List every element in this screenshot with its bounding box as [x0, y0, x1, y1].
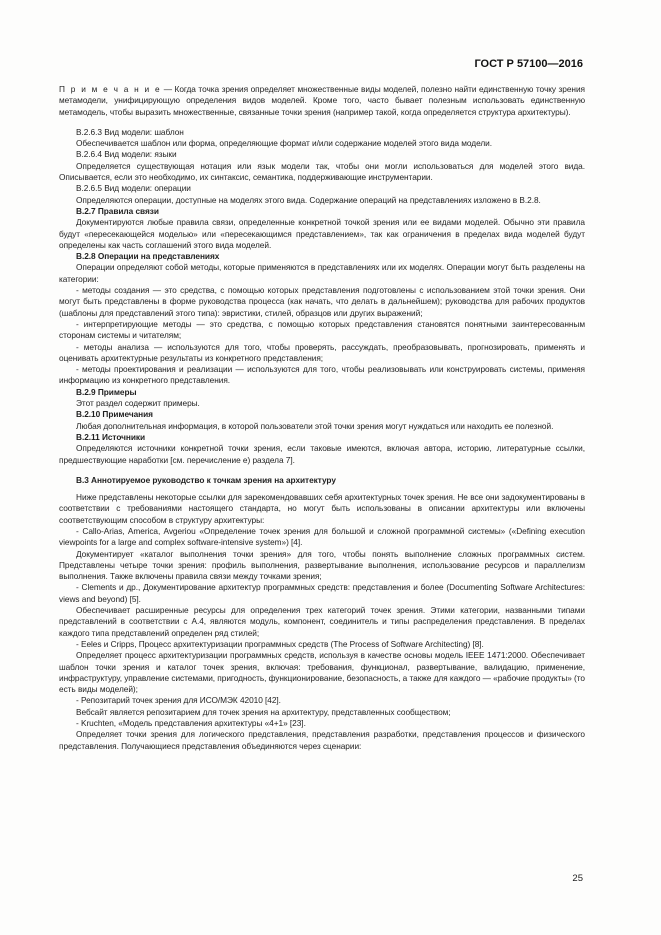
document-code-header: ГОСТ Р 57100—2016 [474, 58, 583, 70]
list-item: - Clements и др., Документирование архитектур программных средств: представления и более (Documenting Software Architectures: views and beyond) [5]. [59, 582, 585, 604]
paragraph: Операции определяют собой методы, которые применяются в представлениях или их моделях. Операции могут быть разделены на категории: [59, 262, 585, 284]
section-b27-heading: В.2.7 Правила связи [76, 205, 159, 216]
note-label: П р и м е ч а н и е [59, 84, 162, 94]
paragraph: Определяет процесс архитектуризации программных средств, используя в качестве основы модель IEEE 1471:2000. Обеспечивает шаблон точки зрения и каталог точек зрения, включая: требования, функционал, развертывание, валидацию, применение, инфраструктуру, управление системами, пригодность, функционирование, безопасность, а также для каждого — «рабочие продукты» (то есть виды моделей); [59, 650, 585, 695]
paragraph: Обеспечивается шаблон или форма, определяющие формат и/или содержание моделей этого вида модели. [76, 138, 492, 149]
section-b29-heading: В.2.9 Примеры [76, 386, 137, 397]
page-body [59, 84, 585, 752]
paragraph: Определяет точки зрения для логического представления, представления разработки, представления процессов и физического представления. Получающиеся представления объединяются через сценарии: [59, 729, 585, 751]
paragraph: Документирует «каталог выполнения точки зрения» для того, чтобы понять выполнение сложных программных систем. Представлены четыре точки зрения: профиль выполнения, развертывание выполнения, использование ресурсов и параллелизм выполнения. Также включены правила связи между точками зрения; [59, 548, 585, 582]
section-b28-heading: В.2.8 Операции на представлениях [76, 251, 220, 262]
paragraph: Определяются операции, доступные на моделях этого вида. Содержание операций на представлениях изложено в В.2.8. [76, 194, 541, 205]
note-paragraph [59, 84, 585, 118]
paragraph: Вебсайт является репозитарием для точек зрения на архитектуру, представленных сообществом; [76, 706, 451, 717]
note-text: — Когда точка зрения определяет множественные виды моделей, полезно найти единственную точку зрения метамодели, унифицирующую определения видов моделей. Кроме того, часто бывает полезным использовать единственную метамодель, чтобы выразить множественные, связанные точки зрения (например такой, когда определяется структура архитектуры). [59, 84, 585, 117]
list-item: - Kruchten, «Модель представления архитектуры «4+1» [23]. [76, 718, 306, 729]
clause-b264-heading: В.2.6.4 Вид модели: языки [76, 149, 177, 160]
section-b210-heading: В.2.10 Примечания [76, 409, 153, 420]
clause-b263-heading: В.2.6.3 Вид модели: шаблон [76, 126, 184, 137]
paragraph: Документируются любые правила связи, определенные конкретной точкой зрения или ее видами моделей. Обычно эти правила будут «пересекающейся моделью» или «пересекающимся представлением», так как ограничения в пределах вида моделей будут определены как часть соглашений этого вида моделей. [59, 217, 585, 250]
list-item: - Eeles и Cripps, Процесс архитектуризации программных средств (The Process of Software Architecting) [8]. [76, 638, 484, 649]
list-item: - методы создания — это средства, с помощью которых представления подготовлены с использованием этой точки зрения. Они могут быть представлены в форме руководства процесса (как начать, что делать в дальнейшем); руководства для рабочих продуктов (шаблоны для представлений этого типа): эвристики, стилей, образцов или других выражений; [59, 285, 585, 318]
list-item: - методы проектирования и реализации — используются для того, чтобы реализовывать или конструировать системы, применяя информацию из конкретного представления. [59, 364, 585, 386]
paragraph: Ниже представлены некоторые ссылки для зарекомендовавших себя архитектурных точек зрения. Не все они задокументированы в соответствии с требованиями настоящего стандарта, но могут быть использованы в описании архитектуры или включены соответствующим способом в структуру архитектуры: [59, 492, 585, 525]
list-item: - интерпретирующие методы — это средства, с помощью которых представления становятся понятными заинтересованным сторонам системы и читателям; [59, 318, 585, 341]
clause-b265-heading: В.2.6.5 Вид модели: операции [76, 183, 191, 194]
paragraph: Этот раздел содержит примеры. [76, 398, 200, 409]
page-number: 25 [572, 873, 583, 884]
paragraph: Обеспечивает расширенные ресурсы для определения трех категорий точек зрения. Этими категории, названными типами представлений в соответствии с А.4, являются модуль, компонент, соединитель и типы распределения представления. В пределах каждого типа представлений определен ряд стилей; [59, 605, 585, 638]
paragraph: Определяются источники конкретной точки зрения, если таковые имеются, включая автора, историю, литературные ссылки, предшествующие наработки [см. перечисление е) раздела 7]. [59, 443, 585, 465]
section-b211-heading: В.2.11 Источники [76, 431, 146, 442]
paragraph: Любая дополнительная информация, в которой пользователи этой точки зрения могут нуждаться или находить ее полезной. [76, 420, 554, 431]
list-item: - методы анализа — используются для того, чтобы проверять, рассуждать, преобразовывать, прогнозировать, применять и оценивать архитектурные результаты из конкретного представления; [59, 341, 585, 363]
list-item: - Callo-Arias, America, Avgeriou «Определение точек зрения для большой и сложной программной системы» («Defining execution viewpoints for a large and complex software-intensive system») [4]. [59, 525, 585, 548]
paragraph: Определяется существующая нотация или язык модели так, чтобы они могли использоваться для моделей этого вида. Описывается, если это необходимо, их синтаксис, семантика, поддерживающие инструментарии. [59, 160, 585, 183]
list-item: - Репозитарий точек зрения для ИСО/МЭК 42010 [42]. [76, 695, 281, 706]
section-b3-heading: В.3 Аннотируемое руководство к точкам зрения на архитектуру [76, 474, 336, 485]
